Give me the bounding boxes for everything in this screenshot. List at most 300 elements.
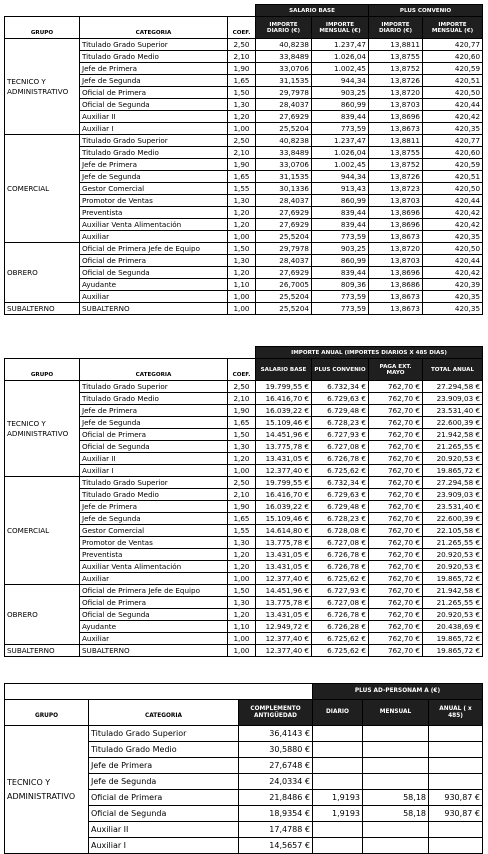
total-anual-cell: 19.865,72 €: [423, 645, 483, 657]
plus-mensual-cell: 420,51: [423, 75, 483, 87]
category-cell: SUBALTERNO: [80, 303, 228, 315]
diario-header: DIARIO: [313, 700, 363, 726]
salario-mensual-cell: 809,36: [312, 279, 369, 291]
grupo-header: GRUPO: [5, 17, 80, 39]
complemento-cell: 24,0334 €: [239, 774, 313, 790]
plus-convenio-cell: 6.725,62 €: [312, 573, 369, 585]
coef-cell: 1,90: [228, 405, 256, 417]
paga-extra-cell: 762,70 €: [369, 513, 423, 525]
paga-extra-cell: 762,70 €: [369, 645, 423, 657]
diario-cell: [313, 822, 363, 838]
total-anual-cell: 19.865,72 €: [423, 573, 483, 585]
salario-diario-cell: 27,6929: [256, 207, 312, 219]
plus-convenio-cell: 6.729,63 €: [312, 393, 369, 405]
mensual-cell: [363, 822, 429, 838]
coef-cell: 1,90: [228, 501, 256, 513]
total-anual-cell: 23.531,40 €: [423, 405, 483, 417]
category-cell: Auxiliar Venta Alimentación: [80, 561, 228, 573]
plus-convenio-header: PLUS CONVENIO: [369, 5, 483, 17]
plus-mensual-cell: 420,50: [423, 183, 483, 195]
coef-cell: 2,50: [228, 381, 256, 393]
paga-extra-cell: 762,70 €: [369, 453, 423, 465]
category-cell: Titulado Grado Superior: [80, 135, 228, 147]
coef-cell: 1,20: [228, 561, 256, 573]
total-anual-cell: 22.105,58 €: [423, 525, 483, 537]
salario-base-cell: 15.109,46 €: [256, 417, 312, 429]
salario-diario-cell: 30,1336: [256, 183, 312, 195]
category-cell: Oficial de Segunda: [80, 609, 228, 621]
salario-base-header: SALARIO BASE: [256, 5, 369, 17]
category-cell: Jefe de Primera: [80, 159, 228, 171]
salario-base-cell: 13.431,05 €: [256, 561, 312, 573]
plus-convenio-cell: 6.726,78 €: [312, 453, 369, 465]
plus-diario-cell: 13,8696: [369, 111, 423, 123]
coef-cell: 1,20: [228, 267, 256, 279]
table-row: [5, 381, 483, 393]
mensual-cell: [363, 758, 429, 774]
total-anual-cell: 23.909,03 €: [423, 489, 483, 501]
salario-base-header: SALARIO BASE: [256, 359, 312, 381]
coef-cell: 1,50: [228, 585, 256, 597]
category-cell: Auxiliar I: [80, 465, 228, 477]
category-cell: Ayudante: [80, 621, 228, 633]
plus-diario-cell: 13,8696: [369, 219, 423, 231]
salario-diario-cell: 25,5204: [256, 303, 312, 315]
plus-mensual-cell: 420,50: [423, 87, 483, 99]
salario-base-cell: 19.799,55 €: [256, 381, 312, 393]
category-cell: Auxiliar II: [80, 453, 228, 465]
category-cell: Jefe de Segunda: [89, 774, 239, 790]
coef-cell: 1,00: [228, 303, 256, 315]
total-anual-cell: 23.909,03 €: [423, 393, 483, 405]
coef-cell: 1,00: [228, 573, 256, 585]
coef-cell: 1,30: [228, 99, 256, 111]
category-cell: Oficial de Primera: [80, 255, 228, 267]
group-cell: OBRERO: [5, 585, 80, 645]
plus-convenio-cell: 6.727,93 €: [312, 585, 369, 597]
salario-mensual-cell: 860,99: [312, 99, 369, 111]
category-cell: Auxiliar I: [89, 838, 239, 854]
group-cell: TECNICO Y ADMINISTRATIVO: [5, 381, 80, 477]
plus-diario-cell: 13,8696: [369, 267, 423, 279]
plus-diario-cell: 13,8752: [369, 63, 423, 75]
salario-diario-cell: 28,4037: [256, 195, 312, 207]
plus-convenio-cell: 6.725,62 €: [312, 465, 369, 477]
total-anual-cell: 19.865,72 €: [423, 465, 483, 477]
diario-cell: [313, 838, 363, 854]
coef-cell: 1,00: [228, 123, 256, 135]
plus-mensual-cell: 420,60: [423, 147, 483, 159]
table-row: [5, 477, 483, 489]
salario-mensual-cell: 773,59: [312, 231, 369, 243]
category-cell: Jefe de Primera: [80, 405, 228, 417]
salario-diario-cell: 40,8238: [256, 39, 312, 51]
plus-convenio-cell: 6.728,08 €: [312, 525, 369, 537]
salario-mensual-cell: 839,44: [312, 111, 369, 123]
salario-mensual-cell: 839,44: [312, 267, 369, 279]
salario-mensual-cell: 944,34: [312, 171, 369, 183]
salario-base-cell: 13.775,78 €: [256, 597, 312, 609]
plus-mensual-cell: 420,39: [423, 279, 483, 291]
plus-mensual-cell: 420,59: [423, 63, 483, 75]
plus-convenio-header: PLUS CONVENIO: [312, 359, 369, 381]
coef-cell: 2,50: [228, 39, 256, 51]
plus-mensual-cell: 420,35: [423, 123, 483, 135]
anual-header: ANUAL ( x 485): [429, 700, 483, 726]
salario-base-cell: 16.039,22 €: [256, 405, 312, 417]
plus-diario-cell: 13,8720: [369, 243, 423, 255]
paga-extra-cell: 762,70 €: [369, 549, 423, 561]
coef-header: COEF.: [228, 17, 256, 39]
paga-extra-cell: 762,70 €: [369, 537, 423, 549]
paga-extra-cell: 762,70 €: [369, 381, 423, 393]
paga-extra-cell: 762,70 €: [369, 597, 423, 609]
total-anual-cell: 27.294,58 €: [423, 477, 483, 489]
category-cell: Oficial de Primera: [80, 429, 228, 441]
salario-diario-cell: 31,1535: [256, 75, 312, 87]
mensual-cell: [363, 742, 429, 758]
grupo-header: GRUPO: [5, 359, 80, 381]
plus-convenio-cell: 6.728,23 €: [312, 417, 369, 429]
salario-base-cell: 12.377,40 €: [256, 645, 312, 657]
coef-cell: 1,00: [228, 645, 256, 657]
plus-convenio-cell: 6.727,08 €: [312, 441, 369, 453]
plus-convenio-cell: 6.727,08 €: [312, 537, 369, 549]
plus-convenio-cell: 6.729,48 €: [312, 405, 369, 417]
salario-mensual-cell: 1.237,47: [312, 135, 369, 147]
salario-diario-cell: 26,7005: [256, 279, 312, 291]
table-row: [5, 303, 483, 315]
coef-cell: 2,10: [228, 393, 256, 405]
paga-extra-cell: 762,70 €: [369, 525, 423, 537]
diario-cell: [313, 758, 363, 774]
salario-mensual-cell: 773,59: [312, 303, 369, 315]
importe-mensual-header: IMPORTE MENSUAL (€): [312, 17, 369, 39]
annual-salary-table: [4, 346, 483, 657]
plus-diario-cell: 13,8811: [369, 39, 423, 51]
salario-diario-cell: 33,8489: [256, 147, 312, 159]
category-cell: Gestor Comercial: [80, 183, 228, 195]
diario-cell: [313, 726, 363, 742]
coef-cell: 1,65: [228, 513, 256, 525]
salario-base-cell: 19.799,55 €: [256, 477, 312, 489]
salario-mensual-cell: 903,25: [312, 87, 369, 99]
mensual-cell: [363, 726, 429, 742]
coef-cell: 1,90: [228, 159, 256, 171]
total-anual-cell: 19.865,72 €: [423, 633, 483, 645]
coef-cell: 1,00: [228, 633, 256, 645]
total-anual-cell: 21.942,58 €: [423, 429, 483, 441]
table-row: [5, 726, 483, 742]
complemento-cell: 21,8486 €: [239, 790, 313, 806]
plus-convenio-cell: 6.727,08 €: [312, 597, 369, 609]
paga-extra-cell: 762,70 €: [369, 393, 423, 405]
coef-cell: 1,20: [228, 111, 256, 123]
salario-base-cell: 14.614,80 €: [256, 525, 312, 537]
category-cell: Auxiliar Venta Alimentación: [80, 219, 228, 231]
coef-cell: 2,10: [228, 147, 256, 159]
salario-diario-cell: 25,5204: [256, 231, 312, 243]
coef-cell: 2,50: [228, 135, 256, 147]
salario-diario-cell: 27,6929: [256, 267, 312, 279]
coef-cell: 1,30: [228, 255, 256, 267]
total-anual-cell: 23.531,40 €: [423, 501, 483, 513]
salario-mensual-cell: 860,99: [312, 255, 369, 267]
salario-diario-cell: 28,4037: [256, 255, 312, 267]
category-cell: Auxiliar: [80, 291, 228, 303]
salario-base-cell: 15.109,46 €: [256, 513, 312, 525]
category-cell: Titulado Grado Medio: [80, 51, 228, 63]
total-anual-cell: 22.600,39 €: [423, 513, 483, 525]
plus-diario-cell: 13,8723: [369, 183, 423, 195]
coef-cell: 2,10: [228, 51, 256, 63]
total-anual-cell: 21.265,55 €: [423, 537, 483, 549]
categoria-header: CATEGORIA: [89, 700, 239, 726]
coef-cell: 1,30: [228, 537, 256, 549]
paga-extra-cell: 762,70 €: [369, 465, 423, 477]
salario-base-cell: 13.431,05 €: [256, 453, 312, 465]
category-cell: Oficial de Primera Jefe de Equipo: [80, 585, 228, 597]
diario-cell: 1,9193: [313, 790, 363, 806]
salario-diario-cell: 33,0706: [256, 63, 312, 75]
plus-diario-cell: 13,8673: [369, 231, 423, 243]
table-row: [5, 39, 483, 51]
plus-diario-cell: 13,8673: [369, 123, 423, 135]
plus-mensual-cell: 420,35: [423, 231, 483, 243]
salario-base-cell: 13.775,78 €: [256, 441, 312, 453]
coef-cell: 1,00: [228, 291, 256, 303]
total-anual-cell: 20.920,53 €: [423, 609, 483, 621]
coef-cell: 1,00: [228, 465, 256, 477]
anual-cell: 930,87 €: [429, 806, 483, 822]
salario-base-cell: 16.416,70 €: [256, 489, 312, 501]
category-cell: Oficial de Primera Jefe de Equipo: [80, 243, 228, 255]
plus-diario-cell: 13,8811: [369, 135, 423, 147]
categoria-header: CATEGORIA: [80, 17, 228, 39]
complemento-cell: 30,5880 €: [239, 742, 313, 758]
plus-convenio-cell: 6.726,78 €: [312, 549, 369, 561]
coef-cell: 1,20: [228, 207, 256, 219]
plus-mensual-cell: 420,35: [423, 303, 483, 315]
plus-mensual-cell: 420,59: [423, 159, 483, 171]
salario-base-cell: 13.775,78 €: [256, 537, 312, 549]
plus-mensual-cell: 420,42: [423, 267, 483, 279]
plus-diario-cell: 13,8673: [369, 291, 423, 303]
paga-extra-header: PAGA EXT. MAYO: [369, 359, 423, 381]
group-cell: TECNICO Y ADMINISTRATIVO: [5, 39, 80, 135]
paga-extra-cell: 762,70 €: [369, 621, 423, 633]
coef-cell: 1,50: [228, 429, 256, 441]
salario-diario-cell: 28,4037: [256, 99, 312, 111]
plus-convenio-cell: 6.732,34 €: [312, 381, 369, 393]
category-cell: Titulado Grado Superior: [80, 477, 228, 489]
category-cell: Gestor Comercial: [80, 525, 228, 537]
category-cell: Titulado Grado Superior: [80, 39, 228, 51]
plus-mensual-cell: 420,77: [423, 39, 483, 51]
salario-base-cell: 12.377,40 €: [256, 465, 312, 477]
total-anual-cell: 20.920,53 €: [423, 549, 483, 561]
complemento-cell: 14,5657 €: [239, 838, 313, 854]
paga-extra-cell: 762,70 €: [369, 501, 423, 513]
plus-diario-cell: 13,8703: [369, 195, 423, 207]
category-cell: Auxiliar II: [89, 822, 239, 838]
salario-mensual-cell: 1.002,45: [312, 159, 369, 171]
category-cell: Titulado Grado Medio: [80, 393, 228, 405]
plus-diario-cell: 13,8755: [369, 51, 423, 63]
plus-convenio-cell: 6.726,78 €: [312, 609, 369, 621]
total-anual-cell: 20.920,53 €: [423, 561, 483, 573]
coef-cell: 1,20: [228, 549, 256, 561]
paga-extra-cell: 762,70 €: [369, 489, 423, 501]
category-cell: Oficial de Primera: [89, 790, 239, 806]
salario-mensual-cell: 773,59: [312, 123, 369, 135]
plus-ad-personam-header: PLUS AD-PERSONAM A (€): [313, 684, 483, 700]
plus-convenio-cell: 6.728,23 €: [312, 513, 369, 525]
plus-diario-cell: 13,8720: [369, 87, 423, 99]
salario-base-cell: 14.451,96 €: [256, 429, 312, 441]
salario-diario-cell: 33,0706: [256, 159, 312, 171]
category-cell: Ayudante: [80, 279, 228, 291]
salario-mensual-cell: 1.026,04: [312, 51, 369, 63]
salario-diario-cell: 25,5204: [256, 291, 312, 303]
complemento-cell: 36,4143 €: [239, 726, 313, 742]
coef-cell: 1,30: [228, 441, 256, 453]
coef-cell: 2,10: [228, 489, 256, 501]
coef-header: COEF.: [228, 359, 256, 381]
category-cell: Oficial de Primera: [80, 597, 228, 609]
plus-mensual-cell: 420,44: [423, 195, 483, 207]
plus-diario-cell: 13,8752: [369, 159, 423, 171]
group-cell: COMERCIAL: [5, 477, 80, 585]
plus-diario-cell: 13,8703: [369, 99, 423, 111]
anual-cell: 930,87 €: [429, 790, 483, 806]
salario-mensual-cell: 913,43: [312, 183, 369, 195]
coef-cell: 1,20: [228, 609, 256, 621]
complemento-cell: 17,4788 €: [239, 822, 313, 838]
salario-mensual-cell: 1.026,04: [312, 147, 369, 159]
pc-importe-diario-header: IMPORTE DIARIO (€): [369, 17, 423, 39]
plus-convenio-cell: 6.725,62 €: [312, 645, 369, 657]
category-cell: Auxiliar: [80, 573, 228, 585]
salario-diario-cell: 27,6929: [256, 219, 312, 231]
category-cell: SUBALTERNO: [80, 645, 228, 657]
plus-convenio-cell: 6.732,34 €: [312, 477, 369, 489]
salario-mensual-cell: 860,99: [312, 195, 369, 207]
plus-convenio-cell: 6.729,63 €: [312, 489, 369, 501]
plus-mensual-cell: 420,51: [423, 171, 483, 183]
diario-cell: 1,9193: [313, 806, 363, 822]
anual-cell: [429, 758, 483, 774]
category-cell: Oficial de Segunda: [80, 441, 228, 453]
paga-extra-cell: 762,70 €: [369, 441, 423, 453]
plus-convenio-cell: 6.725,62 €: [312, 633, 369, 645]
group-cell: COMERCIAL: [5, 135, 80, 243]
category-cell: Preventista: [80, 549, 228, 561]
total-anual-cell: 21.265,55 €: [423, 441, 483, 453]
plus-diario-cell: 13,8726: [369, 171, 423, 183]
category-cell: Titulado Grado Medio: [89, 742, 239, 758]
group-cell: SUBALTERNO: [5, 645, 80, 657]
plus-mensual-cell: 420,60: [423, 51, 483, 63]
category-cell: Auxiliar: [80, 633, 228, 645]
salario-mensual-cell: 903,25: [312, 243, 369, 255]
paga-extra-cell: 762,70 €: [369, 633, 423, 645]
plus-mensual-cell: 420,42: [423, 111, 483, 123]
coef-cell: 1,20: [228, 453, 256, 465]
coef-cell: 1,20: [228, 219, 256, 231]
salario-diario-cell: 29,7978: [256, 243, 312, 255]
salario-diario-cell: 31,1535: [256, 171, 312, 183]
complemento-cell: 18,9354 €: [239, 806, 313, 822]
salario-base-cell: 16.039,22 €: [256, 501, 312, 513]
plus-convenio-cell: 6.726,78 €: [312, 561, 369, 573]
coef-cell: 1,50: [228, 87, 256, 99]
coef-cell: 1,55: [228, 525, 256, 537]
plus-diario-cell: 13,8673: [369, 303, 423, 315]
salario-diario-cell: 40,8238: [256, 135, 312, 147]
salario-base-cell: 13.431,05 €: [256, 609, 312, 621]
category-cell: Titulado Grado Superior: [89, 726, 239, 742]
coef-cell: 1,90: [228, 63, 256, 75]
category-cell: Jefe de Segunda: [80, 75, 228, 87]
table-row: [5, 135, 483, 147]
salario-diario-cell: 27,6929: [256, 111, 312, 123]
plus-diario-cell: 13,8755: [369, 147, 423, 159]
plus-mensual-cell: 420,42: [423, 207, 483, 219]
categoria-header: CATEGORIA: [80, 359, 228, 381]
mensual-header: MENSUAL: [363, 700, 429, 726]
paga-extra-cell: 762,70 €: [369, 585, 423, 597]
coef-cell: 1,65: [228, 171, 256, 183]
category-cell: Titulado Grado Superior: [80, 381, 228, 393]
complemento-cell: 27,6748 €: [239, 758, 313, 774]
pc-importe-mensual-header: IMPORTE MENSUAL (€): [423, 17, 483, 39]
importe-anual-header: IMPORTE ANUAL (IMPORTES DIARIOS X 485 DIAS): [256, 347, 483, 359]
coef-cell: 1,65: [228, 417, 256, 429]
anual-cell: [429, 838, 483, 854]
plus-mensual-cell: 420,44: [423, 99, 483, 111]
paga-extra-cell: 762,70 €: [369, 573, 423, 585]
coef-cell: 1,10: [228, 279, 256, 291]
category-cell: Oficial de Segunda: [80, 267, 228, 279]
salario-diario-cell: 33,8489: [256, 51, 312, 63]
salario-diario-cell: 29,7978: [256, 87, 312, 99]
salario-mensual-cell: 944,34: [312, 75, 369, 87]
grupo-header: GRUPO: [5, 700, 89, 726]
anual-cell: [429, 774, 483, 790]
category-cell: Oficial de Segunda: [89, 806, 239, 822]
total-anual-cell: 21.942,58 €: [423, 585, 483, 597]
salario-base-cell: 12.377,40 €: [256, 573, 312, 585]
total-anual-cell: 21.265,55 €: [423, 597, 483, 609]
salario-base-cell: 13.431,05 €: [256, 549, 312, 561]
mensual-cell: 58,18: [363, 806, 429, 822]
coef-cell: 1,65: [228, 75, 256, 87]
salario-mensual-cell: 839,44: [312, 207, 369, 219]
plus-diario-cell: 13,8726: [369, 75, 423, 87]
paga-extra-cell: 762,70 €: [369, 477, 423, 489]
category-cell: Oficial de Primera: [80, 87, 228, 99]
anual-cell: [429, 822, 483, 838]
paga-extra-cell: 762,70 €: [369, 561, 423, 573]
plus-mensual-cell: 420,42: [423, 219, 483, 231]
anual-cell: [429, 742, 483, 758]
plus-mensual-cell: 420,35: [423, 291, 483, 303]
salario-base-cell: 14.451,96 €: [256, 585, 312, 597]
anual-cell: [429, 726, 483, 742]
category-cell: Auxiliar: [80, 231, 228, 243]
category-cell: Preventista: [80, 207, 228, 219]
